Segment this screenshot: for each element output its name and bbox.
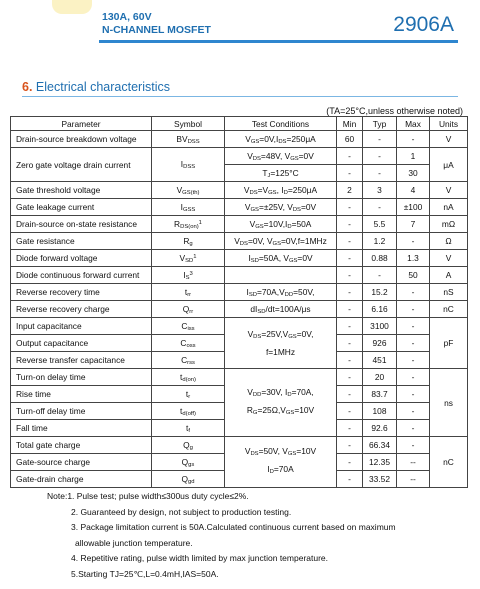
symbol-cell: $I_{DSS}$ [152,148,225,182]
condition-cell: $V_{DS}=V_{GS}$, $I_D=250\mu A$ [225,182,337,199]
max-cell: - [397,318,430,335]
max-cell: - [397,403,430,420]
condition-cell: $V_{GS}=0V,I_{DS}=250\mu A$ [225,131,337,148]
param-cell: Zero gate voltage drain current [11,148,152,182]
typ-cell: 20 [363,369,397,386]
unit-cell: Ω [430,233,468,250]
table-row [11,437,468,454]
max-cell: - [397,284,430,301]
symbol-cell: $R_{DS(on)}^1$ [152,216,225,233]
symbol-cell: $C_{rss}$ [152,352,225,369]
max-cell: 1.3 [397,250,430,267]
unit-cell: mΩ [430,216,468,233]
max-cell: 7 [397,216,430,233]
min-cell: - [337,233,363,250]
max-cell: - [397,301,430,318]
param-cell: Drain-source on-state resistance [11,216,152,233]
note-line: 3. Package limitation current is 50A.Calculated continuous current based on maximum [71,522,396,533]
condition-cell: $V_{DS}=50V$, $V_{GS}=10V$ $I_D=70A$ [225,437,337,488]
symbol-cell: $t_r$ [152,386,225,403]
symbol-cell: $V_{SD}^1$ [152,250,225,267]
column-header: Typ [363,117,397,131]
part-number: 2906A [393,13,454,36]
condition-cell: $V_{GS}=\pm 25V$, $V_{DS}=0V$ [225,199,337,216]
typ-cell: 33.52 [363,471,397,488]
column-header: Units [430,117,468,131]
symbol-cell: $t_{d(on)}$ [152,369,225,386]
note-line: Note:1. Pulse test; pulse width≤300us duty cycle≤2%. [47,491,249,501]
symbol-cell: $I_S^3$ [152,267,225,284]
max-cell: - [397,131,430,148]
unit-cell: nC [430,437,468,488]
min-cell: - [337,148,363,165]
param-cell: Rise time [11,386,152,403]
param-cell: Total gate charge [11,437,152,454]
min-cell: - [337,420,363,437]
typ-cell: - [363,148,397,165]
max-cell: - [397,437,430,454]
condition-cell: $V_{DS}=48V$, $V_{GS}=0V$ [225,148,337,165]
typ-cell: 926 [363,335,397,352]
table-row [11,301,468,318]
condition-cell: $V_{DS}=0V$, $V_{GS}=0V,f=1MHz$ [225,233,337,250]
table-row [11,267,468,284]
unit-cell: pF [430,318,468,369]
column-header: Test Conditions [225,117,337,131]
min-cell: - [337,284,363,301]
condition-cell [225,267,337,284]
unit-cell: nA [430,199,468,216]
min-cell: - [337,318,363,335]
table-row [11,369,468,386]
symbol-cell: $t_{d(off)}$ [152,403,225,420]
condition-cell: $dI_{SD}/dt=100A/\mu s$ [225,301,337,318]
typ-cell: - [363,165,397,182]
max-cell: - [397,233,430,250]
min-cell: - [337,386,363,403]
symbol-cell: $I_{GSS}$ [152,199,225,216]
section-title [22,80,170,94]
typ-cell: - [363,199,397,216]
symbol-cell: $BV_{DSS}$ [152,131,225,148]
typ-cell: 83.7 [363,386,397,403]
column-header: Max [397,117,430,131]
table-row [11,148,468,165]
condition-cell: $T_J=125^\circ C$ [225,165,337,182]
param-cell: Fall time [11,420,152,437]
typ-cell: 92.6 [363,420,397,437]
column-header: Parameter [11,117,152,131]
symbol-cell: $Q_{rr}$ [152,301,225,318]
typ-cell: - [363,131,397,148]
unit-cell: A [430,267,468,284]
unit-cell: V [430,250,468,267]
note-line: 5.Starting TJ=25℃,L=0.4mH,IAS=50A. [71,568,219,579]
param-cell: Reverse transfer capacitance [11,352,152,369]
max-cell: 30 [397,165,430,182]
table-row [11,216,468,233]
min-cell: - [337,199,363,216]
min-cell: - [337,454,363,471]
table-row [11,284,468,301]
table-row [11,250,468,267]
min-cell: - [337,216,363,233]
symbol-cell: $C_{iss}$ [152,318,225,335]
typ-cell: - [363,267,397,284]
max-cell: -- [397,471,430,488]
header-divider [99,40,458,43]
condition-cell: $V_{DS}=25V,V_{GS}=0V$, f=1MHz [225,318,337,369]
max-cell: - [397,420,430,437]
param-cell: Gate resistance [11,233,152,250]
condition-cell: $V_{DD}=30V$, $I_D=70A$, $R_G=25\Omega,V_{GS}=10V$ [225,369,337,437]
min-cell: 60 [337,131,363,148]
param-cell: Gate threshold voltage [11,182,152,199]
max-cell: 1 [397,148,430,165]
condition-note: (TA=25°C,unless otherwise noted) [326,106,463,116]
max-cell: ±100 [397,199,430,216]
note-line: 2. Guaranteed by design, not subject to production testing. [71,506,292,517]
min-cell: - [337,267,363,284]
symbol-cell: $t_f$ [152,420,225,437]
note-line: 4. Repetitive rating, pulse width limited by max junction temperature. [71,553,329,564]
table-row [11,318,468,335]
logo-fragment [52,0,92,14]
condition-cell: $V_{GS}=10V,I_D=50A$ [225,216,337,233]
param-cell: Reverse recovery charge [11,301,152,318]
symbol-cell: $Q_{gs}$ [152,454,225,471]
section-title-text: Electrical characteristics [35,80,170,94]
notes [47,489,396,583]
typ-cell: 0.88 [363,250,397,267]
header-rating: 130A, 60V [102,11,152,23]
min-cell: - [337,301,363,318]
column-header: Min [337,117,363,131]
min-cell: - [337,165,363,182]
max-cell: - [397,386,430,403]
typ-cell: 6.16 [363,301,397,318]
min-cell: - [337,471,363,488]
param-cell: Gate-drain charge [11,471,152,488]
section-divider [22,96,458,97]
param-cell: Input capacitance [11,318,152,335]
param-cell: Drain-source breakdown voltage [11,131,152,148]
param-cell: Gate leakage current [11,199,152,216]
unit-cell: μA [430,148,468,182]
typ-cell: 3100 [363,318,397,335]
typ-cell: 5.5 [363,216,397,233]
typ-cell: 108 [363,403,397,420]
min-cell: - [337,437,363,454]
table-row [11,182,468,199]
min-cell: - [337,369,363,386]
symbol-cell: $C_{oss}$ [152,335,225,352]
typ-cell: 12.35 [363,454,397,471]
max-cell: - [397,335,430,352]
max-cell: - [397,352,430,369]
header-device-type: N-CHANNEL MOSFET [102,24,211,36]
unit-cell: V [430,182,468,199]
max-cell: -- [397,454,430,471]
min-cell: - [337,335,363,352]
min-cell: - [337,352,363,369]
header-spec [102,11,211,37]
typ-cell: 1.2 [363,233,397,250]
symbol-cell: $Q_{gd}$ [152,471,225,488]
max-cell: 4 [397,182,430,199]
symbol-cell: $V_{GS(th)}$ [152,182,225,199]
param-cell: Reverse recovery time [11,284,152,301]
param-cell: Output capacitance [11,335,152,352]
param-cell: Turn-off delay time [11,403,152,420]
unit-cell: ns [430,369,468,437]
table-row [11,199,468,216]
max-cell: 50 [397,267,430,284]
condition-cell: $I_{SD}=50A$, $V_{GS}=0V$ [225,250,337,267]
condition-cell: $I_{SD}=70A,V_{DD}=50V$, [225,284,337,301]
table-row [11,233,468,250]
min-cell: - [337,403,363,420]
typ-cell: 15.2 [363,284,397,301]
symbol-cell: $Q_g$ [152,437,225,454]
param-cell: Turn-on delay time [11,369,152,386]
symbol-cell: $t_{rr}$ [152,284,225,301]
typ-cell: 66.34 [363,437,397,454]
min-cell: - [337,250,363,267]
typ-cell: 451 [363,352,397,369]
table-header-row [11,117,468,131]
param-cell: Gate-source charge [11,454,152,471]
note-line: allowable junction temperature. [75,537,193,548]
param-cell: Diode continuous forward current [11,267,152,284]
symbol-cell: $R_g$ [152,233,225,250]
table-row [11,131,468,148]
typ-cell: 3 [363,182,397,199]
unit-cell: nS [430,284,468,301]
column-header: Symbol [152,117,225,131]
section-number: 6. [22,80,33,94]
electrical-characteristics-table [10,116,468,488]
max-cell: - [397,369,430,386]
param-cell: Diode forward voltage [11,250,152,267]
min-cell: 2 [337,182,363,199]
unit-cell: nC [430,301,468,318]
unit-cell: V [430,131,468,148]
